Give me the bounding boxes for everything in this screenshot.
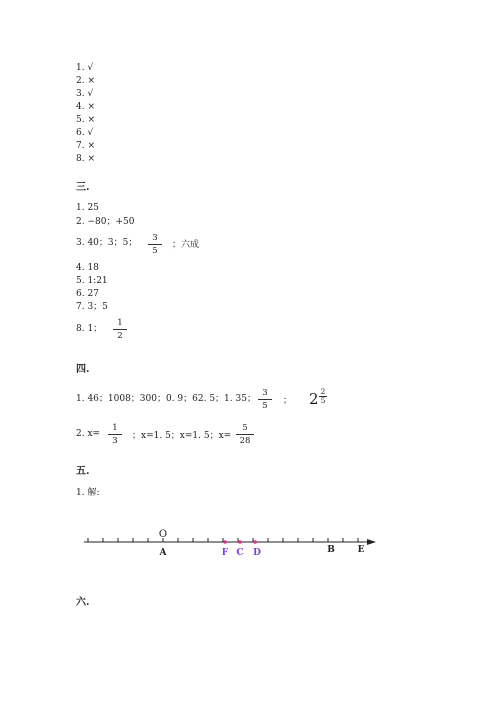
s3-answer-8-fraction: $\frac{1}{2}$ xyxy=(113,318,127,341)
point-f-dot xyxy=(223,540,227,544)
s4-answer-1-text: 1. 46；1008；300；0. 9；62. 5；1. 35； xyxy=(76,394,256,404)
s3-answer-3-fraction: $\frac{3}{5}$ xyxy=(148,233,162,256)
point-label-d: D xyxy=(253,548,261,558)
point-d-dot xyxy=(253,540,257,544)
s4-answer-1-sep: ； xyxy=(283,396,293,406)
s4-answer-2-fraction-2: $\frac{5}{28}$ xyxy=(236,423,254,446)
s3-answer-5: 5. 1:21 xyxy=(76,276,108,286)
s3-answer-6: 6. 27 xyxy=(76,289,99,299)
number-line-arrow xyxy=(367,539,376,545)
s4-answer-2-text: 2. x= xyxy=(76,429,101,439)
s4-answer-1-fraction: $\frac{3}{5}$ xyxy=(258,388,272,411)
origin-label: O xyxy=(158,529,168,540)
point-label-a: A xyxy=(159,548,167,558)
section-6-heading: 六. xyxy=(76,597,90,608)
point-label-f: F xyxy=(221,548,229,558)
s3-answer-4: 4. 18 xyxy=(76,263,99,273)
s3-answer-3-text: 3. 40；3；5； xyxy=(76,238,138,248)
tf-answer-7: 7. × xyxy=(76,141,96,151)
point-label-b: B xyxy=(327,545,335,555)
point-label-e: E xyxy=(357,545,365,555)
tf-answer-2: 2. × xyxy=(76,76,96,86)
point-label-c: C xyxy=(236,548,244,558)
tf-answer-4: 4. × xyxy=(76,102,96,112)
s3-answer-8-text: 8. 1； xyxy=(76,324,103,334)
s3-answer-7: 7. 3；5 xyxy=(76,302,108,312)
tf-answer-8: 8. × xyxy=(76,154,96,164)
tf-answer-6: 6. √ xyxy=(76,128,94,138)
section-4-heading: 四. xyxy=(76,364,90,375)
s4-answer-2-fraction-1: $\frac{1}{3}$ xyxy=(108,423,122,446)
s3-answer-2: 2. −80；+50 xyxy=(76,217,135,227)
tf-answer-3: 3. √ xyxy=(76,89,94,99)
point-c-dot xyxy=(238,540,242,544)
tf-answer-5: 5. × xyxy=(76,115,96,125)
s3-answer-3-tail: ；六成 xyxy=(172,240,200,250)
s3-answer-1: 1. 25 xyxy=(76,203,99,213)
tf-answer-1: 1. √ xyxy=(76,63,94,73)
number-line-ticks xyxy=(88,538,358,542)
section-5-heading: 五. xyxy=(76,466,90,477)
s4-answer-1-mixed-number: 2 $\frac{2}{5}$ xyxy=(309,387,326,408)
s4-answer-2-middle: ；x=1. 5；x=1. 5；x= xyxy=(132,431,232,441)
number-line-figure xyxy=(0,520,500,565)
s5-answer-1: 1. 解: xyxy=(76,488,100,498)
section-3-heading: 三. xyxy=(76,182,90,193)
